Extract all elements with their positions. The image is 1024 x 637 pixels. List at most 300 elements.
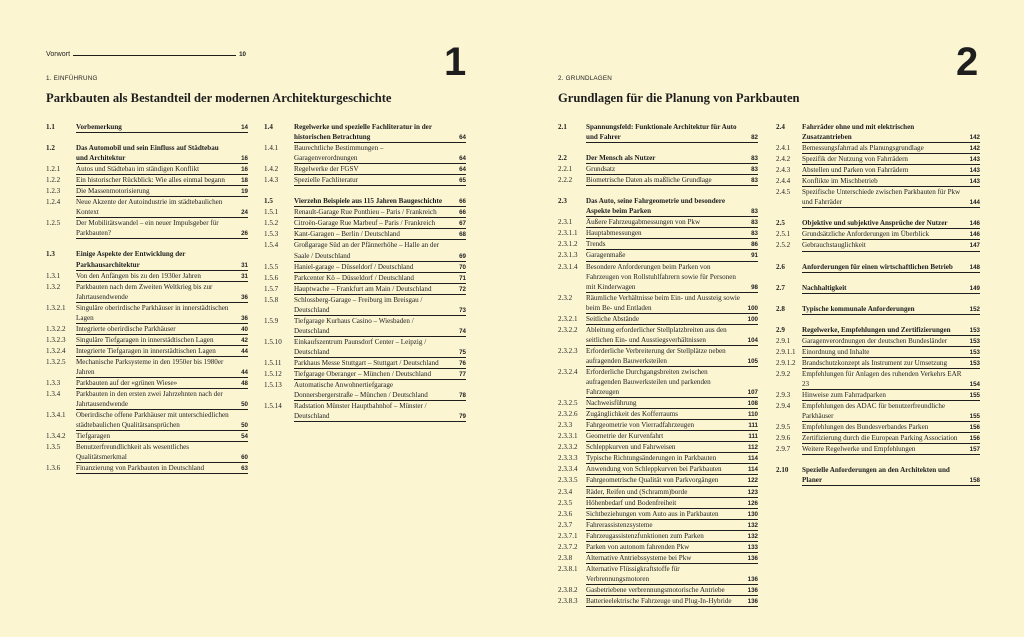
- toc-entry[interactable]: [558, 464, 758, 475]
- toc-entry[interactable]: [264, 164, 466, 175]
- toc-entry[interactable]: [46, 346, 248, 357]
- toc-entry[interactable]: [46, 463, 248, 474]
- toc-entry-page: 78: [459, 392, 466, 400]
- toc-entry-number: 2.3.7: [558, 520, 573, 529]
- toc-entry[interactable]: [558, 487, 758, 498]
- toc-entry[interactable]: [264, 380, 466, 401]
- toc-entry-title: Hauptabmessungen: [586, 228, 758, 239]
- toc-entry-title: Oberirdische offene Parkhäuser mit unterschiedlichen städtebaulichen Qualitätsansprüchen: [76, 410, 248, 431]
- toc-entry-number: 2.1: [558, 123, 567, 131]
- toc-entry[interactable]: [264, 262, 466, 273]
- toc-entry-number: 2.4.4: [776, 177, 791, 186]
- toc-entry-title: Grundsatz: [586, 164, 758, 175]
- toc-entry-page: 111: [748, 422, 758, 430]
- toc-entry-number: 2.3.1.4: [558, 262, 578, 271]
- toc-entry-page: 130: [747, 510, 758, 518]
- toc-entry-title: Erforderliche Durchgangsbreiten zwischen aufragenden Bauwerksteilen und parkenden Fahrzeugen: [586, 367, 758, 398]
- toc-entry[interactable]: [264, 143, 466, 164]
- toc-entry[interactable]: [776, 122, 980, 143]
- toc-entry-page: 136: [747, 575, 758, 583]
- toc-entry-title: Citroën-Garage Rue Marbeuf – Paris / Frankreich: [294, 218, 466, 229]
- toc-entry-page: 67: [459, 220, 466, 228]
- toc-entry-number: 2.3.2: [558, 293, 573, 302]
- toc-entry[interactable]: [558, 228, 758, 239]
- toc-entry[interactable]: [264, 175, 466, 186]
- toc-entry-page: 74: [459, 327, 466, 335]
- toc-entry-page: 60: [241, 454, 248, 462]
- toc-entry-title: Fahrräder ohne und mit elektrischen Zusatzantrieben: [802, 122, 980, 143]
- toc-entry-page: 50: [241, 401, 248, 409]
- toc-entry-page: 148: [969, 263, 980, 271]
- toc-entry-number: 2.2.2: [558, 176, 573, 185]
- toc-entry-number: 1.3.4: [46, 390, 61, 399]
- toc-entry-page: 149: [969, 284, 980, 292]
- toc-entry-number: 1.3.2.5: [46, 357, 66, 366]
- chapter-title: Parkbauten als Bestandteil der modernen Architekturgeschichte: [46, 91, 392, 105]
- toc-entry-title: Benutzerfreundlichkeit als wesentliches Qualitätsmerkmal: [76, 442, 248, 463]
- toc-entry[interactable]: [46, 389, 248, 410]
- toc-entry[interactable]: [46, 175, 248, 186]
- toc-entry[interactable]: [558, 367, 758, 398]
- toc-entry[interactable]: [776, 240, 980, 251]
- toc-entry-page: 77: [459, 371, 466, 379]
- toc-entry-number: 2.3.7.1: [558, 531, 578, 540]
- toc-entry[interactable]: [776, 336, 980, 347]
- toc-entry-title: Anwendung von Schleppkurven bei Parkbauten: [586, 464, 758, 475]
- toc-entry-number: 2.3.3.2: [558, 443, 578, 452]
- toc-entry-number: 2.9.1.1: [776, 347, 796, 356]
- toc-entry-number: 1.2.1: [46, 165, 61, 174]
- toc-entry-title: Der Mobilitätswandel – ein neuer Impulsgeber für Parkbauten?: [76, 218, 248, 239]
- toc-entry[interactable]: [558, 409, 758, 420]
- toc-entry-title: Finanzierung von Parkbauten in Deutschland: [76, 463, 248, 474]
- toc-entry[interactable]: [776, 401, 980, 422]
- toc-entry-page: 133: [747, 543, 758, 551]
- toc-entry-page: 100: [747, 315, 758, 323]
- toc-entry-title: Fahrzeugassistenzfunktionen zum Parken: [586, 531, 758, 542]
- toc-entry-page: 153: [969, 348, 980, 356]
- toc-entry[interactable]: [776, 218, 980, 229]
- toc-entry-title: Fahrerassistenzsysteme: [586, 520, 758, 531]
- toc-entry[interactable]: [264, 284, 466, 295]
- toc-entry[interactable]: [558, 164, 758, 175]
- toc-entry-page: 70: [459, 263, 466, 271]
- toc-entry[interactable]: [776, 358, 980, 369]
- toc-entry-title: Regelwerke und spezielle Fachliteratur in der historischen Betrachtung: [294, 122, 466, 143]
- toc-entry[interactable]: [558, 431, 758, 442]
- toc-entry[interactable]: [46, 271, 248, 282]
- toc-entry-title: Radstation Münster Hauptbahnhof – Münster / Deutschland: [294, 401, 466, 422]
- toc-entry-title: Empfehlungen des ADAC für benutzerfreundliche Parkhäuser: [802, 401, 980, 422]
- toc-entry[interactable]: [46, 335, 248, 346]
- toc-entry-page: 144: [969, 199, 980, 207]
- toc-entry-title: Alternative Flüssigkraftstoffe für Verbrennungsmotoren: [586, 564, 758, 585]
- toc-entry[interactable]: [264, 273, 466, 284]
- toc-entry-page: 31: [241, 261, 248, 269]
- toc-column: [776, 122, 980, 486]
- toc-entry-number: 2.3.5: [558, 498, 573, 507]
- toc-entry[interactable]: [776, 325, 980, 336]
- toc-entry-number: 2.9.1.2: [776, 358, 796, 367]
- toc-entry[interactable]: [776, 283, 980, 294]
- toc-entry[interactable]: [558, 498, 758, 509]
- toc-entry-title: Autos und Städtebau im ständigen Konflikt: [76, 164, 248, 175]
- toc-entry[interactable]: [776, 369, 980, 390]
- toc-entry[interactable]: [46, 410, 248, 431]
- toc-entry-number: 1.4.3: [264, 176, 279, 185]
- toc-entry[interactable]: [46, 303, 248, 324]
- toc-entry-number: 2.2: [558, 154, 567, 163]
- toc-entry-number: 2.9.4: [776, 401, 791, 410]
- toc-entry-title: Typische kommunale Anforderungen: [802, 304, 980, 315]
- toc-entry[interactable]: [264, 218, 466, 229]
- vorwort-page: 10: [239, 51, 246, 58]
- toc-entry-title: Automatische Anwohnertiefgarage Donnersbergerstraße – München / Deutschland: [294, 380, 466, 401]
- toc-entry[interactable]: [46, 197, 248, 218]
- toc-entry[interactable]: [776, 444, 980, 455]
- toc-entry[interactable]: [776, 422, 980, 433]
- toc-entry[interactable]: [558, 509, 758, 520]
- toc-entry[interactable]: [558, 239, 758, 250]
- toc-entry-number: 2.6: [776, 262, 785, 271]
- toc-entry[interactable]: [264, 229, 466, 240]
- toc-entry[interactable]: [776, 433, 980, 444]
- toc-entry-title: Anforderungen für einen wirtschaftlichen Betrieb: [802, 262, 980, 273]
- toc-entry[interactable]: [46, 143, 248, 164]
- toc-entry-number: 2.3.3: [558, 421, 573, 430]
- toc-entry-title: Trends: [586, 239, 758, 250]
- toc-entry-page: 66: [459, 198, 466, 206]
- toc-entry-page: 50: [241, 422, 248, 430]
- toc-entry-page: 76: [459, 359, 466, 367]
- toc-entry-number: 1.3.5: [46, 443, 61, 452]
- toc-entry-number: 2.3.2.1: [558, 314, 578, 323]
- toc-entry[interactable]: [558, 250, 758, 261]
- toc-entry-number: 1.5.9: [264, 316, 279, 325]
- toc-entry-page: 18: [241, 177, 248, 185]
- toc-entry[interactable]: [558, 346, 758, 367]
- toc-entry[interactable]: [558, 442, 758, 453]
- toc-entry-page: 107: [747, 389, 758, 397]
- toc-entry-title: Biometrische Daten als maßliche Grundlage: [586, 175, 758, 186]
- toc-entry-title: Seitliche Abstände: [586, 314, 758, 325]
- toc-entry[interactable]: [558, 475, 758, 486]
- toc-entry[interactable]: [558, 531, 758, 542]
- toc-entry-title: Fahrgeometrische Qualität von Parkvorgängen: [586, 475, 758, 486]
- toc-entry-number: 1.5.4: [264, 241, 279, 250]
- toc-entry[interactable]: [558, 420, 758, 431]
- toc-entry-page: 147: [969, 242, 980, 250]
- toc-entry-number: 2.10: [776, 466, 789, 475]
- toc-entry[interactable]: [264, 295, 466, 316]
- section-gap: [558, 186, 758, 196]
- toc-entry-page: 83: [751, 177, 758, 185]
- toc-entry-page: 68: [459, 231, 466, 239]
- toc-entry-number: 2.3.1.2: [558, 240, 578, 249]
- toc-entry-page: 75: [459, 348, 466, 356]
- toc-entry[interactable]: [776, 465, 980, 486]
- toc-entry-page: 158: [969, 477, 980, 485]
- toc-entry-page: 153: [969, 337, 980, 345]
- toc-entry-number: 1.5.1: [264, 208, 279, 217]
- toc-entry-number: 2.5.1: [776, 230, 791, 239]
- toc-entry[interactable]: [264, 369, 466, 380]
- toc-entry-page: 143: [969, 167, 980, 175]
- toc-entry-number: 1.3.2.3: [46, 335, 66, 344]
- toc-entry-title: Gebrauchstauglichkeit: [802, 240, 980, 251]
- toc-entry-page: 154: [969, 380, 980, 388]
- toc-entry-title: Vorbemerkung: [76, 122, 248, 133]
- toc-entry-title: Abstellen und Parken von Fahrrädern: [802, 165, 980, 176]
- toc-entry-number: 2.3.2.2: [558, 325, 578, 334]
- toc-entry-page: 48: [241, 380, 248, 388]
- toc-entry-title: Integrierte oberirdische Parkhäuser: [76, 324, 248, 335]
- toc-entry-title: Brandschutzkonzept als Instrument zur Umsetzung: [802, 358, 980, 369]
- toc-entry[interactable]: [264, 207, 466, 218]
- section-gap: [46, 133, 248, 143]
- toc-entry-title: Vierzehn Beispiele aus 115 Jahren Baugeschichte: [294, 196, 466, 207]
- toc-entry[interactable]: [776, 165, 980, 176]
- chapter-label: 1. EINFÜHRUNG: [46, 75, 98, 82]
- toc-entry[interactable]: [558, 398, 758, 409]
- toc-entry-page: 44: [241, 347, 248, 355]
- toc-entry[interactable]: [46, 186, 248, 197]
- toc-entry[interactable]: [264, 358, 466, 369]
- toc-entry-page: 153: [969, 359, 980, 367]
- toc-entry-number: 2.3.8: [558, 553, 573, 562]
- toc-entry-title: Empfehlungen für Anlagen des ruhenden Verkehrs EAR 23: [802, 369, 980, 390]
- toc-entry-title: Tiefgaragen: [76, 431, 248, 442]
- toc-entry-number: 2.4.3: [776, 166, 791, 175]
- toc-entry-number: 1.5.3: [264, 230, 279, 239]
- toc-entry-number: 2.4.2: [776, 155, 791, 164]
- toc-entry[interactable]: [776, 304, 980, 315]
- toc-entry[interactable]: [558, 153, 758, 164]
- section-gap: [776, 273, 980, 283]
- toc-entry-title: Geometrie der Kurvenfahrt: [586, 431, 758, 442]
- chapter-label: 2. GRUNDLAGEN: [558, 75, 613, 82]
- toc-entry[interactable]: [46, 324, 248, 335]
- toc-entry[interactable]: [776, 143, 980, 154]
- toc-entry-title: Bemessungsfahrrad als Planungsgrundlage: [802, 143, 980, 154]
- toc-entry-page: 114: [748, 466, 758, 474]
- toc-entry-number: 2.9: [776, 325, 785, 334]
- toc-entry[interactable]: [558, 453, 758, 464]
- toc-entry-title: Schlossberg-Garage – Freiburg im Breisgau / Deutschland: [294, 295, 466, 316]
- toc-entry-title: Zertifizierung durch die European Parking Association: [802, 433, 980, 444]
- toc-entry-title: Einordnung und Inhalte: [802, 347, 980, 358]
- toc-entry-number: 1.3: [46, 250, 55, 259]
- toc-entry-number: 2.3.7.2: [558, 542, 578, 551]
- toc-entry-number: 2.4.1: [776, 144, 791, 153]
- toc-entry-number: 2.3.1.1: [558, 229, 578, 238]
- toc-entry-title: Nachweisführung: [586, 398, 758, 409]
- toc-entry-number: 1.5.6: [264, 273, 279, 282]
- toc-entry[interactable]: [46, 357, 248, 378]
- toc-entry-title: Singuläre oberirdische Parkhäuser in innerstädtischen Lagen: [76, 303, 248, 324]
- toc-entry[interactable]: [558, 553, 758, 564]
- toc-entry[interactable]: [558, 585, 758, 596]
- toc-entry-title: Fahrgeometrie von Vierradfahrzeugen: [586, 420, 758, 431]
- toc-entry[interactable]: [558, 564, 758, 585]
- toc-entry-number: 1.3.2.1: [46, 303, 66, 312]
- toc-entry-title: Der Mensch als Nutzer: [586, 153, 758, 164]
- toc-entry-title: Konflikte im Mischbetrieb: [802, 176, 980, 187]
- toc-entry[interactable]: [46, 378, 248, 389]
- toc-entry[interactable]: [558, 175, 758, 186]
- toc-entry[interactable]: [776, 390, 980, 401]
- toc-entry[interactable]: [264, 337, 466, 358]
- toc-entry-page: 132: [747, 532, 758, 540]
- toc-entry-title: Parkbauten auf der «grünen Wiese»: [76, 378, 248, 389]
- toc-entry-number: 2.9.3: [776, 390, 791, 399]
- toc-entry-page: 143: [969, 156, 980, 164]
- toc-entry[interactable]: [264, 401, 466, 422]
- toc-entry-number: 2.3.2.3: [558, 346, 578, 355]
- toc-entry-number: 1.3.2.4: [46, 346, 66, 355]
- toc-entry-number: 1.5.11: [264, 358, 282, 367]
- toc-entry[interactable]: [558, 122, 758, 143]
- toc-entry[interactable]: [46, 249, 248, 270]
- toc-entry[interactable]: [776, 187, 980, 208]
- toc-entry[interactable]: [776, 154, 980, 165]
- toc-entry[interactable]: [776, 347, 980, 358]
- toc-entry[interactable]: [46, 164, 248, 175]
- toc-entry[interactable]: [264, 122, 466, 143]
- toc-entry-number: 2.3.8.2: [558, 585, 578, 594]
- toc-entry-page: 156: [969, 424, 980, 432]
- toc-entry[interactable]: [776, 229, 980, 240]
- toc-entry-number: 1.4.1: [264, 144, 279, 153]
- toc-entry[interactable]: [558, 196, 758, 217]
- toc-entry[interactable]: [558, 314, 758, 325]
- toc-entry-number: 1.2.3: [46, 187, 61, 196]
- toc-entry[interactable]: [46, 282, 248, 303]
- toc-entry-title: Parkcenter Kö – Düsseldorf / Deutschland: [294, 273, 466, 284]
- toc-entry-page: 36: [241, 314, 248, 322]
- toc-entry-number: 2.5.2: [776, 241, 791, 250]
- toc-entry-title: Regelwerke der FGSV: [294, 164, 466, 175]
- toc-entry-number: 1.5.12: [264, 370, 282, 379]
- toc-entry[interactable]: [558, 596, 758, 607]
- toc-entry[interactable]: [46, 122, 248, 133]
- toc-entry-number: 1.1: [46, 123, 55, 131]
- toc-entry-title: Äußere Fahrzeugabmessungen von Pkw: [586, 217, 758, 228]
- toc-entry-title: Tiefgarage Oberanger – München / Deutschland: [294, 369, 466, 380]
- toc-entry-number: 2.4: [776, 123, 785, 131]
- toc-entry-title: Nachhaltigkeit: [802, 283, 980, 294]
- toc-entry-page: 66: [459, 209, 466, 217]
- toc-entry-title: Spannungsfeld: Funktionale Architektur für Auto und Fahrer: [586, 122, 758, 143]
- toc-entry-number: 2.7: [776, 283, 785, 292]
- chapter-number: 1: [444, 40, 467, 84]
- toc-entry-title: Spezifik der Nutzung von Fahrrädern: [802, 154, 980, 165]
- toc-entry-page: 100: [747, 304, 758, 312]
- toc-entry-number: 2.3: [558, 197, 567, 206]
- toc-entry-title: Das Automobil und sein Einfluss auf Städtebau und Architektur: [76, 143, 248, 164]
- toc-entry[interactable]: [558, 520, 758, 531]
- toc-entry[interactable]: [264, 240, 466, 261]
- toc-entry[interactable]: [46, 218, 248, 239]
- toc-entry[interactable]: [558, 293, 758, 314]
- toc-entry-title: Schleppkurven und Fahrweisen: [586, 442, 758, 453]
- toc-entry-number: 2.9.5: [776, 423, 791, 432]
- toc-entry-number: 1.5.8: [264, 295, 279, 304]
- toc-entry[interactable]: [46, 431, 248, 442]
- toc-entry-page: 157: [969, 446, 980, 454]
- toc-entry-number: 2.9.7: [776, 445, 791, 454]
- toc-entry-number: 1.2: [46, 144, 55, 153]
- toc-entry-number: 2.9.2: [776, 369, 791, 378]
- toc-entry-number: 1.5.5: [264, 262, 279, 271]
- toc-entry-page: 126: [747, 499, 758, 507]
- toc-entry-title: Kant-Garagen – Berlin / Deutschland: [294, 229, 466, 240]
- toc-entry-title: Sichtbeziehungen vom Auto aus in Parkbauten: [586, 509, 758, 520]
- toc-entry-title: Spezielle Anforderungen an den Architekten und Planer: [802, 465, 980, 486]
- toc-entry[interactable]: [776, 176, 980, 187]
- toc-entry-number: 1.5.13: [264, 381, 282, 390]
- toc-entry-page: 36: [241, 293, 248, 301]
- toc-entry[interactable]: [558, 325, 758, 346]
- toc-entry[interactable]: [776, 262, 980, 273]
- toc-entry[interactable]: [46, 442, 248, 463]
- toc-entry-page: 136: [747, 597, 758, 605]
- toc-entry-number: 1.2.4: [46, 198, 61, 207]
- toc-entry-page: 86: [751, 241, 758, 249]
- toc-column: [46, 122, 248, 474]
- toc-entry-page: 142: [969, 134, 980, 142]
- toc-entry-page: 104: [747, 336, 758, 344]
- toc-entry-title: Renault-Garage Rue Ponthieu – Paris / Frankreich: [294, 207, 466, 218]
- toc-entry[interactable]: [558, 542, 758, 553]
- section-gap: [776, 315, 980, 325]
- toc-entry-page: 79: [459, 413, 466, 421]
- toc-entry-number: 1.5.10: [264, 337, 282, 346]
- toc-entry[interactable]: [264, 316, 466, 337]
- toc-entry[interactable]: [558, 217, 758, 228]
- right-page: [512, 0, 1024, 637]
- toc-entry-page: 26: [241, 230, 248, 238]
- toc-entry-title: Einige Aspekte der Entwicklung der Parkhausarchitektur: [76, 249, 248, 270]
- toc-entry-title: Empfehlungen des Bundesverbandes Parken: [802, 422, 980, 433]
- toc-entry-title: Neue Akzente der Autoindustrie im städtebaulichen Kontext: [76, 197, 248, 218]
- toc-entry-number: 2.3.4: [558, 487, 573, 496]
- vorwort-entry[interactable]: [46, 50, 246, 58]
- toc-entry[interactable]: [558, 262, 758, 293]
- toc-entry-number: 1.3.6: [46, 464, 61, 473]
- toc-entry-page: 73: [459, 306, 466, 314]
- toc-entry-page: 110: [748, 411, 758, 419]
- toc-entry-title: Das Auto, seine Fahrgeometrie und besondere Aspekte beim Parken: [586, 196, 758, 217]
- toc-entry[interactable]: [264, 196, 466, 207]
- toc-entry-page: 132: [747, 521, 758, 529]
- toc-entry-page: 16: [241, 155, 248, 163]
- toc-entry-title: Spezifische Unterschiede zwischen Parkbauten für Pkw und Fahrräder: [802, 187, 980, 208]
- toc-entry-title: Typische Richtungsänderungen in Parkbauten: [586, 453, 758, 464]
- toc-entry-number: 1.5.7: [264, 284, 279, 293]
- toc-entry-page: 24: [241, 209, 248, 217]
- toc-entry-page: 146: [969, 231, 980, 239]
- toc-entry-title: Besondere Anforderungen beim Parken von Fahrzeugen von Rollstuhlfahrern sowie für Personen mit Kinderwagen: [586, 262, 758, 293]
- toc-entry-page: 155: [969, 391, 980, 399]
- toc-entry-page: 64: [459, 134, 466, 142]
- toc-entry-page: 91: [751, 252, 758, 260]
- toc-entry-title: Räumliche Verhältnisse beim Ein- und Aussteig sowie beim Be- und Entladen: [586, 293, 758, 314]
- toc-entry-page: 14: [241, 124, 248, 131]
- toc-entry-number: 2.3.6: [558, 509, 573, 518]
- toc-entry-title: Einkaufszentrum Paunsdorf Center – Leipzig / Deutschland: [294, 337, 466, 358]
- toc-entry-title: Alternative Antriebssysteme bei Pkw: [586, 553, 758, 564]
